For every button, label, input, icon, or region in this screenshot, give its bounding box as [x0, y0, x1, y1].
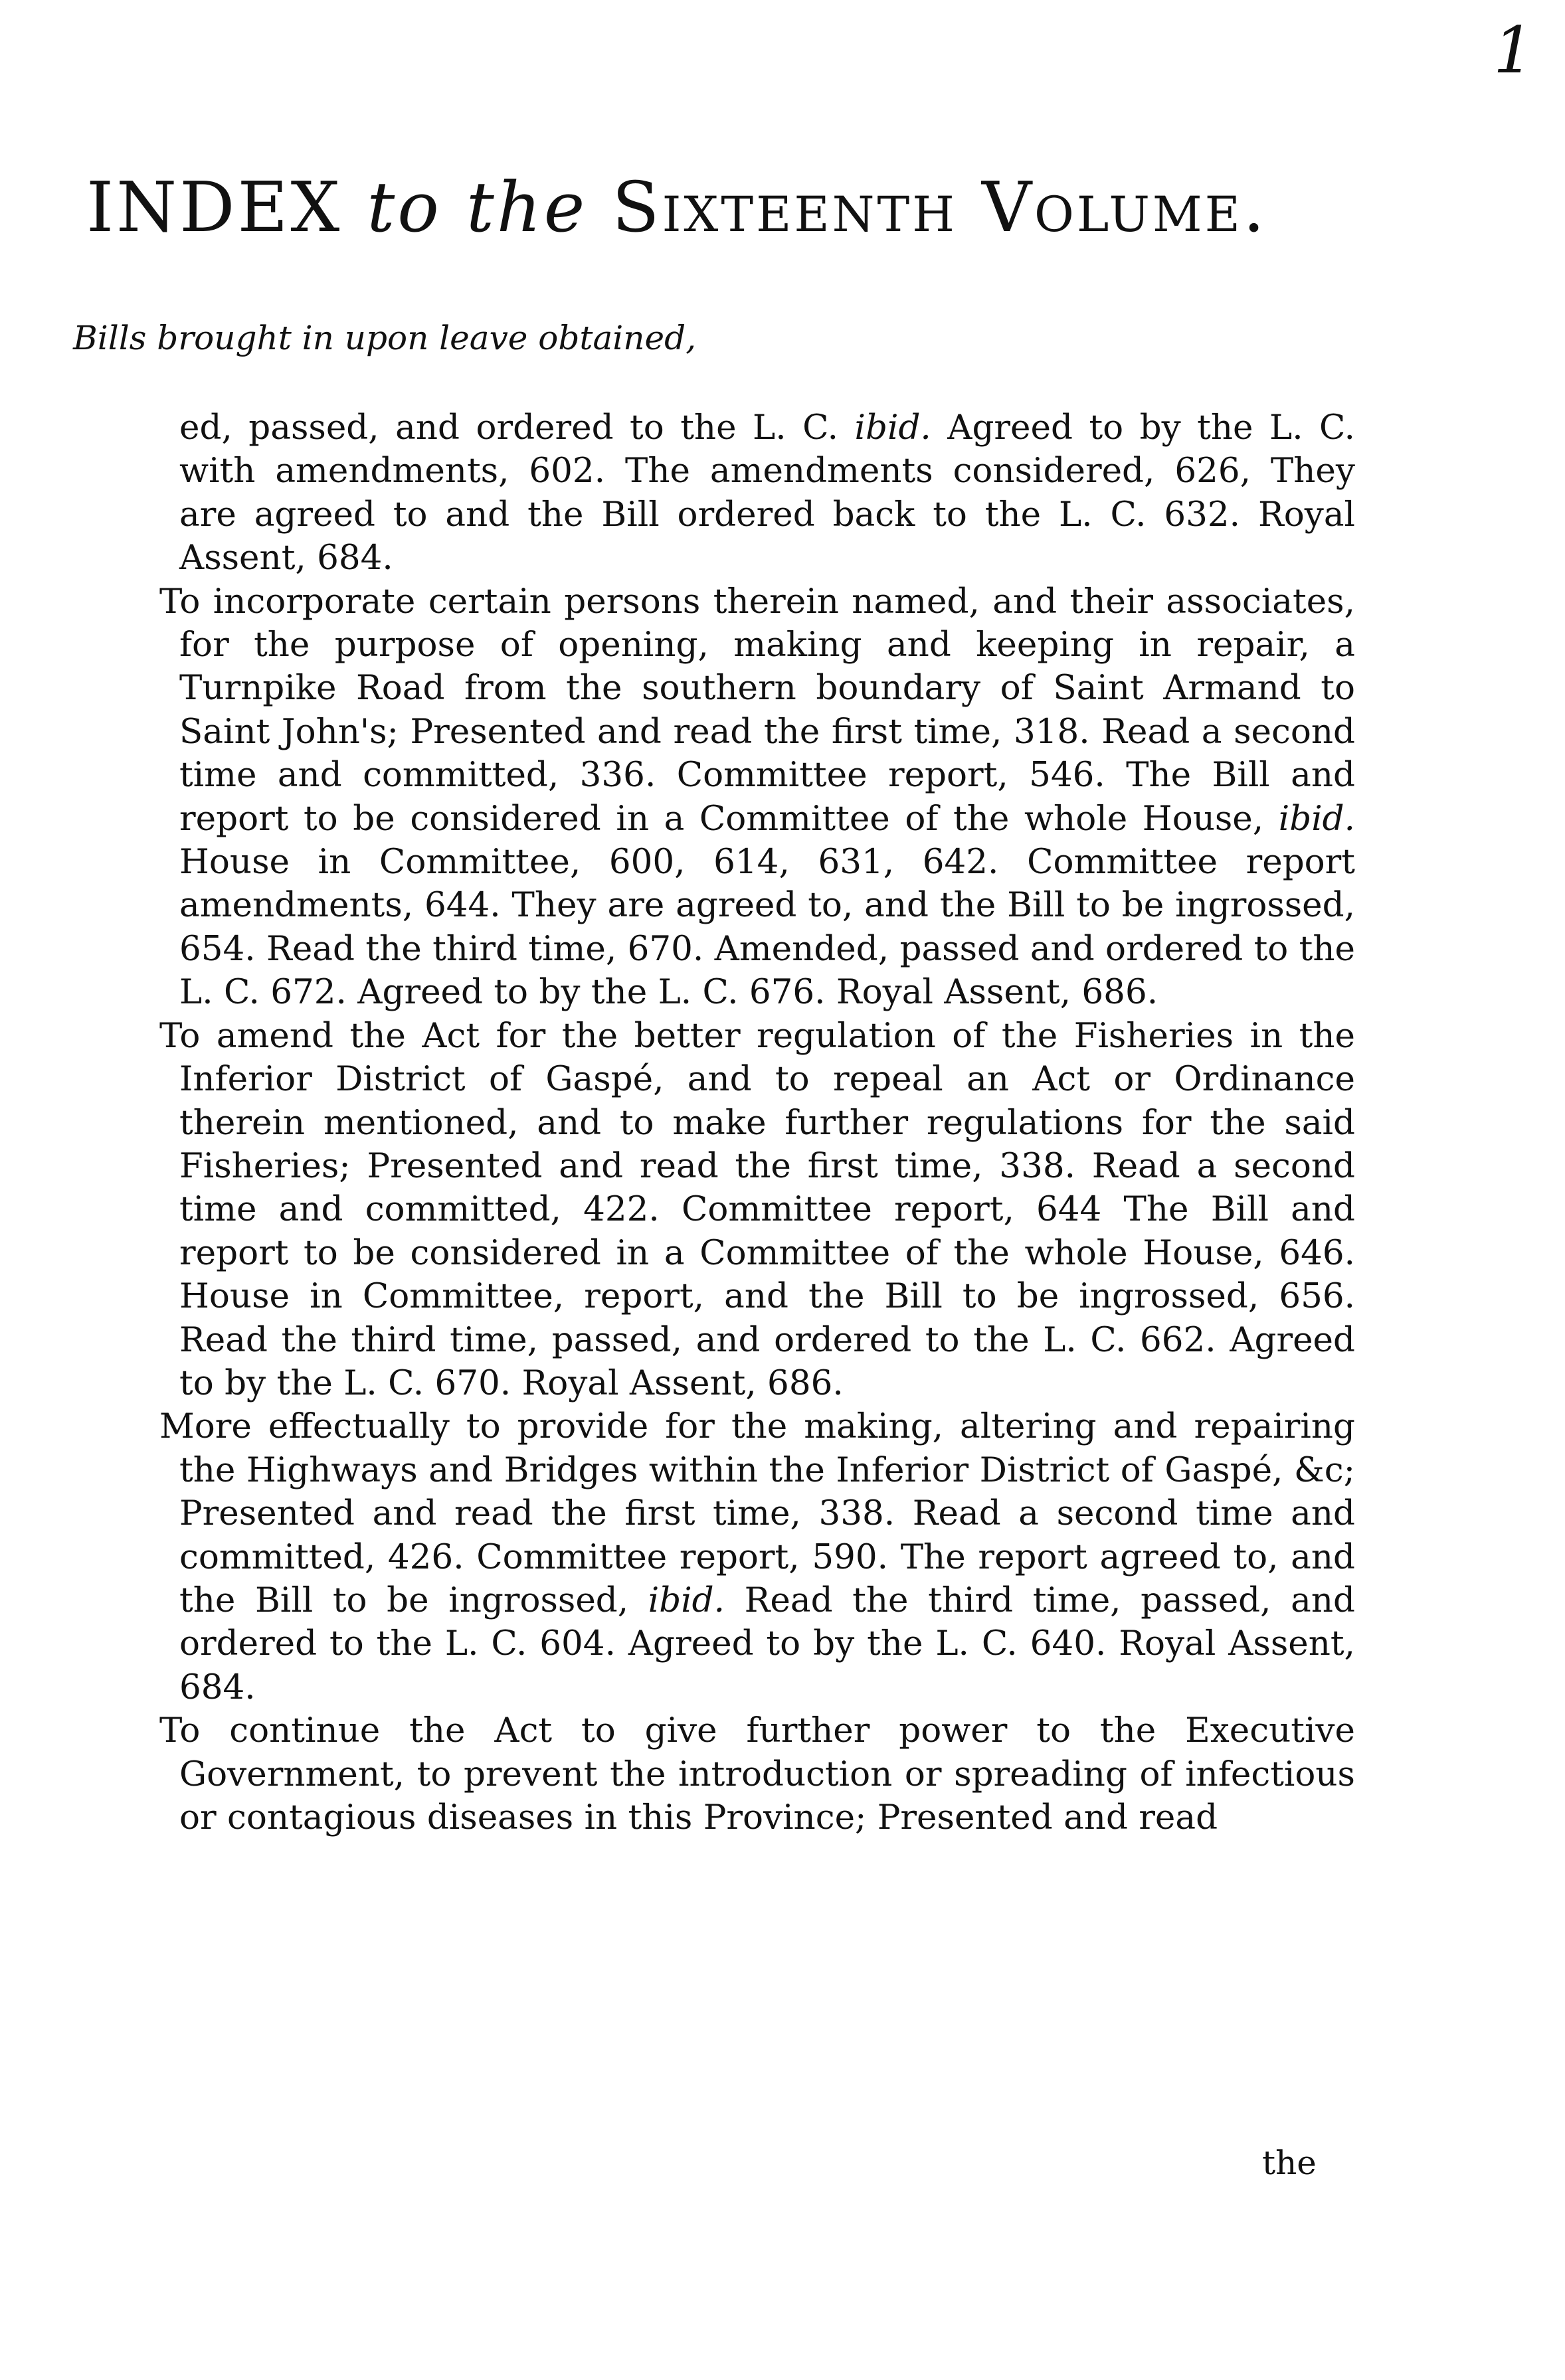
page-number: 1: [1493, 13, 1534, 88]
entry-ibid: ibid.: [854, 408, 931, 448]
running-head: Bills brought in upon leave obtained,: [73, 319, 696, 357]
index-entry: [159, 406, 1355, 580]
index-entry: [159, 1709, 1355, 1839]
entry-ibid: ibid.: [648, 1580, 725, 1620]
entry-text: To amend the Act for the better regulation of the Fisheries in the Inferior District of Gaspé, and to repeal an Act or Ordinance therein mentioned, and to make further regulations for the said Fisheries; Presented and read the first time, 338. Read a second time and committed, 422. Committee report, 644 The Bill and report to be considered in a Committee of the whole House, 646. House in Committee, report, and the Bill to be ingrossed, 656. Read the third time, passed, and ordered to the L. C. 662. Agreed to by the L. C. 670. Royal Assent, 686.: [159, 1015, 1355, 1403]
title-volume: Volume.: [981, 167, 1268, 248]
entry-text: To continue the Act to give further power to the Executive Government, to prevent the introduction or spreading of infectious or contagious diseases in this Province; Presented and read: [159, 1711, 1355, 1837]
index-entry: [159, 1405, 1355, 1709]
entry-text: ed, passed, and ordered to the L. C.: [179, 408, 855, 448]
title-sixteenth: Sixteenth: [612, 167, 957, 248]
entry-text: Agreed to by the L. C. with amendments, 602. The amendments considered, 626, They are agreed to and the Bill ordered back to the L. C. 632. Royal Assent, 684.: [179, 408, 1355, 578]
title-to-the: to the: [367, 167, 588, 248]
entry-text: House in Committee, 600, 614, 631, 642. Committee report amendments, 644. They are agreed to, and the Bill to be ingrossed, 654. Read the third time, 670. Amended, passed and ordered to the L. C. 672. Agreed to by the L. C. 676. Royal Assent, 686.: [179, 842, 1355, 1013]
catchword: the: [1262, 2144, 1317, 2182]
index-entries: [159, 406, 1355, 1839]
title-index: INDEX: [86, 167, 343, 248]
page-title: [86, 166, 1481, 249]
index-entry: [159, 1015, 1355, 1406]
entry-text: Read the third time, passed, and ordered to the L. C. 604. Agreed to by the L. C. 640. Royal Assent, 684.: [179, 1580, 1355, 1707]
entry-text: To incorporate certain persons therein named, and their associates, for the purpose of opening, making and keeping in repair, a Turnpike Road from the southern boundary of Saint Armand to Saint John's; Presented and read the first time, 318. Read a second time and committed, 336. Committee report, 546. The Bill and report to be considered in a Committee of the whole House,: [159, 581, 1355, 839]
entry-ibid: ibid.: [1278, 798, 1355, 839]
index-entry: [159, 580, 1355, 1015]
entry-text: More effectually to provide for the making, altering and repairing the Highways and Bridges within the Inferior District of Gaspé, &c; Presented and read the first time, 338. Read a second time and committed, 426. Committee report, 590. The report agreed to, and the Bill to be ingrossed,: [159, 1406, 1355, 1620]
